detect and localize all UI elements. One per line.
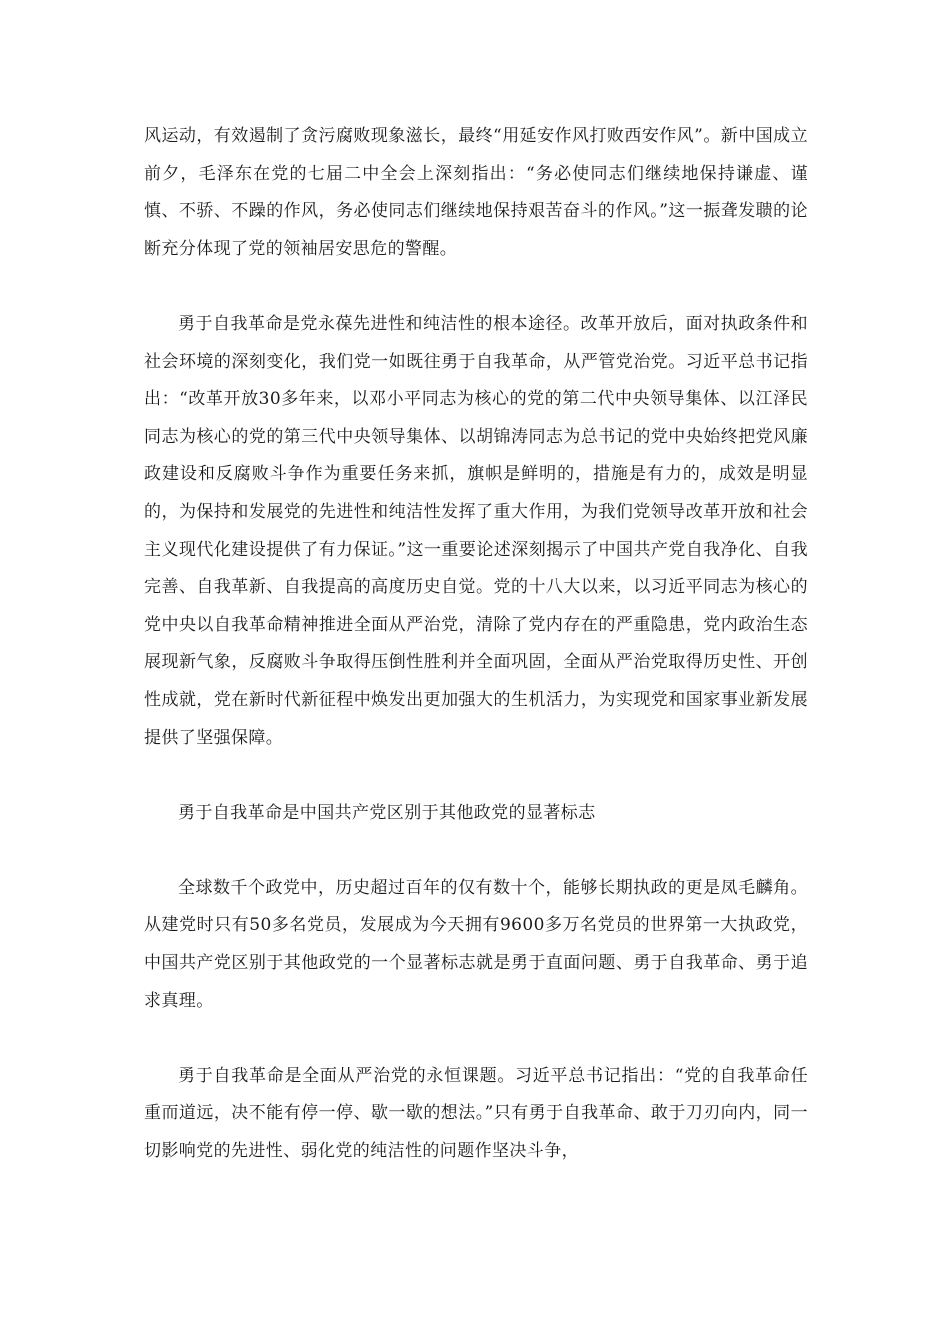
paragraph-spacer bbox=[144, 268, 808, 306]
paragraph-4: 勇于自我革命是全面从严治党的永恒课题。习近平总书记指出：“党的自我革命任重而道远，决不能有停一停、歇一歇的想法。”只有勇于自我革命、敢于刀刃向内，同一切影响党的先进性、弱化党的纯洁性的问题作坚决斗争， bbox=[144, 1065, 808, 1162]
paragraph-3: 全球数千个政党中，历史超过百年的仅有数十个，能够长期执政的更是凤毛麟角。从建党时只有50多名党员，发展成为今天拥有9600多万名党员的世界第一大执政党，中国共产党区别于其他政党的一个显著标志就是勇于直面问题、勇于自我革命、勇于追求真理。 bbox=[144, 877, 808, 1011]
paragraph-spacer bbox=[144, 1020, 808, 1058]
document-body bbox=[144, 118, 808, 1171]
paragraph-2: 勇于自我革命是党永葆先进性和纯洁性的根本途径。改革开放后，面对执政条件和社会环境的深刻变化，我们党一如既往勇于自我革命，从严管党治党。习近平总书记指出：“改革开放30多年来，以邓小平同志为核心的党的第二代中央领导集体、以江泽民同志为核心的党的第三代中央领导集体、以胡锦涛同志为总书记的党中央始终把党风廉政建设和反腐败斗争作为重要任务来抓，旗帜是鲜明的，措施是有力的，成效是明显的，为保持和发展党的先进性和纯洁性发挥了重大作用，为我们党领导改革开放和社会主义现代化建设提供了有力保证。”这一重要论述深刻揭示了中国共产党自我净化、自我完善、自我革新、自我提高的高度历史自觉。党的十八大以来，以习近平同志为核心的党中央以自我革命精神推进全面从严治党，清除了党内存在的严重隐患，党内政治生态展现新气象，反腐败斗争取得压倒性胜利并全面巩固，全面从严治党取得历史性、开创性成就，党在新时代新征程中焕发出更加强大的生机活力，为实现党和国家事业新发展提供了坚强保障。 bbox=[144, 313, 808, 748]
section-heading: 勇于自我革命是中国共产党区别于其他政党的显著标志 bbox=[178, 802, 596, 823]
paragraph-spacer bbox=[144, 832, 808, 870]
paragraph-1: 风运动，有效遏制了贪污腐败现象滋长，最终“用延安作风打败西安作风”。新中国成立前夕，毛泽东在党的七届二中全会上深刻指出：“务必使同志们继续地保持谦虚、谨慎、不骄、不躁的作风，务必使同志们继续地保持艰苦奋斗的作风。”这一振聋发聩的论断充分体现了党的领袖居安思危的警醒。 bbox=[144, 126, 808, 259]
paragraph-spacer bbox=[144, 757, 808, 795]
